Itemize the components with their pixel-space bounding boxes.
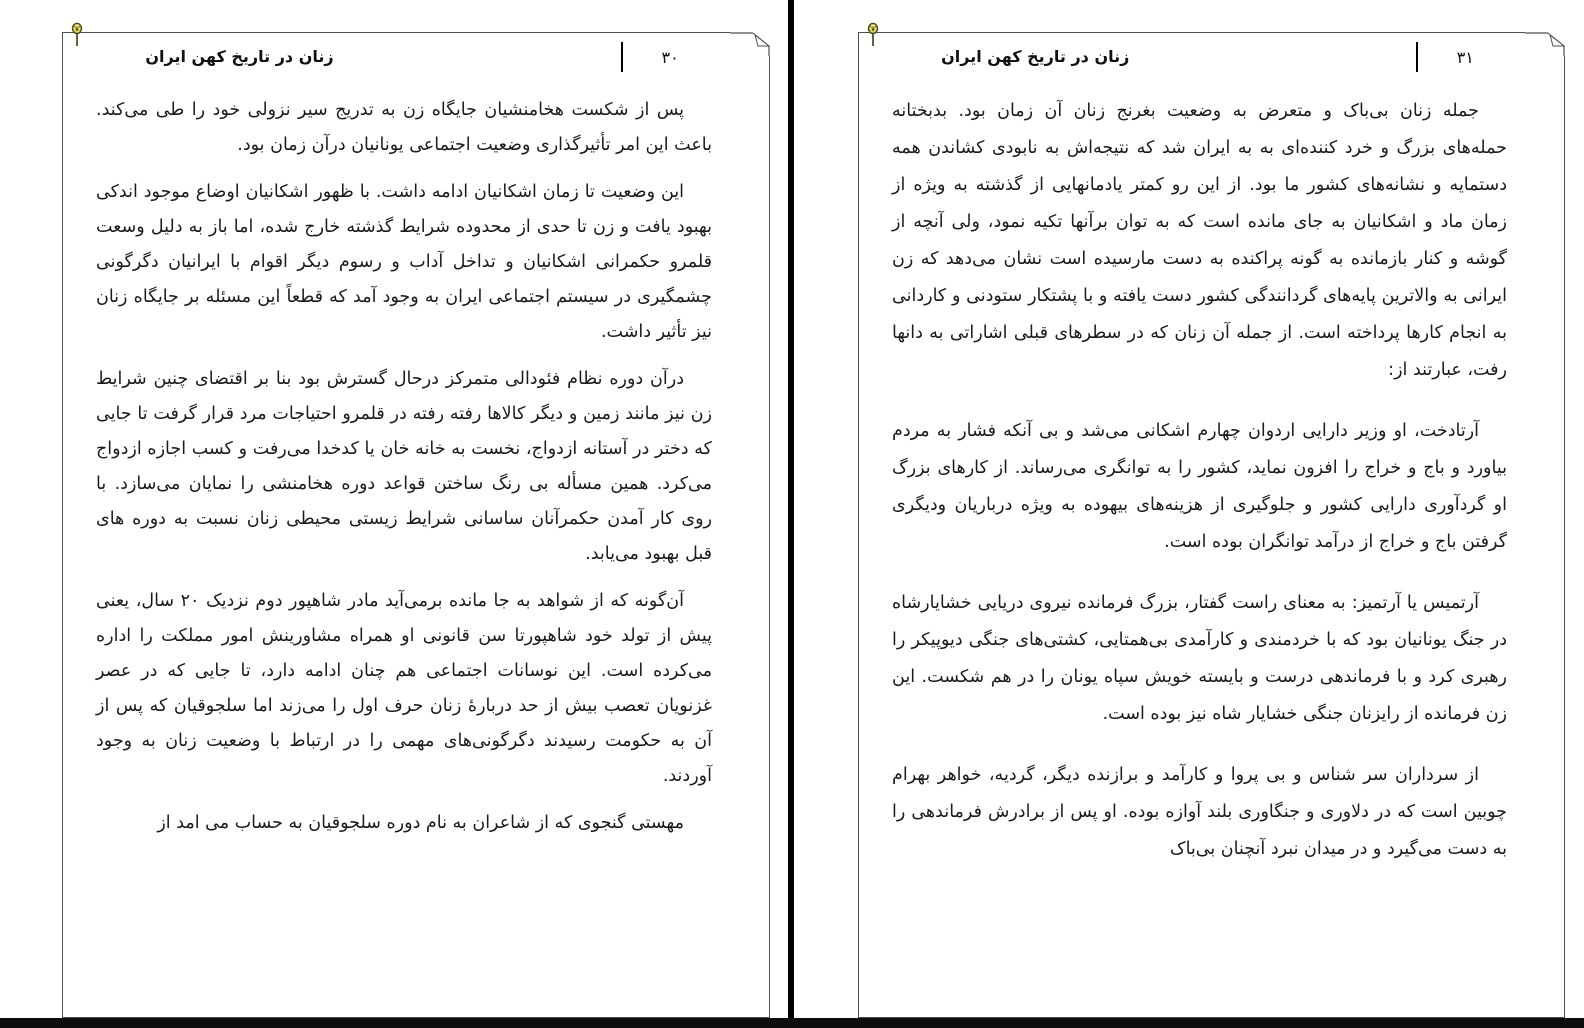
book-spine-divider (788, 0, 794, 1028)
book-page-31 (858, 32, 1565, 1018)
body-paragraph: آرتمیس یا آرتمیز: به معنای راست گفتار، بزرگ فرمانده نیروی دریایی خشایارشاه در جنگ یونانیان بود که با خردمندی و کارآمدی بی‌همتایی، کشتی‌های جنگی دیوپیکر را رهبری کرد و با فرماندهی درست و بایسته خویش سپاه یونان را در هم شکست. این زن فرمانده از رایزنان جنگی خشایار شاه نیز بوده است. (892, 593, 1507, 724)
page-number: ۳۰ (661, 48, 679, 67)
book-title: زنان در تاریخ کهن ایران (145, 47, 334, 66)
body-paragraph: این وضعیت تا زمان اشکانیان ادامه داشت. با ظهور اشکانیان اوضاع موجود اندکی بهبود یافت و زن تا حدی از محدوده شرایط گذشته خارج شده، اما باز به دلیل وسعت قلمرو حکمرانی اشکانیان و تداخل آداب و رسوم دیگر اقوام با ایرانیان دگرگونی چشمگیری در سیستم اجتماعی ایران به وجود آمد که قطعاً این مسئله بر جایگاه زنان نیز تأثیر داشت. (96, 182, 712, 342)
body-paragraph: درآن دوره نظام فئودالی متمرکز درحال گسترش بود بنا بر اقتضای چنین شرایط زن نیز مانند زمین و دیگر کالاها رفته رفته در قلمرو احتیاجات مرد قرار گرفت تا جایی که دختر در آستانه ازدواج، نخست به خانه خان یا کدخدا می‌رفت و کسب اجازه ازدواج می‌کرد. همین مسأله بی رنگ ساختن قواعد دوره هخامنشی را نمایان می‌سازد. با روی کار آمدن حکمرآنان ساسانی شرایط زیستی محیطی زنان نسبت به دوره های قبل بهبود می‌یابد. (96, 369, 712, 564)
body-paragraph: آرتادخت، او وزیر دارایی اردوان چهارم اشکانی می‌شد و بی آنکه فشار به مردم بیاورد و باج و خراج را افزون نماید، کشور را به توانگری می‌رساند. از کارهای بزرگ او گردآوری دارایی کشور و جلوگیری از هزینه‌های بیهوده به ویژه درباریان ودیگری گرفتن باج و خراج از درآمد توانگران بوده است. (892, 421, 1507, 552)
page-body (892, 93, 1507, 868)
page-body (96, 93, 712, 841)
book-title: زنان در تاریخ کهن ایران (941, 47, 1130, 66)
page-number: ۳۱ (1456, 48, 1474, 67)
body-paragraph: پس از شکست هخامنشیان جایگاه زن به تدریج سیر نزولی خود را طی می‌کند. باعث این امر تأثیرگذاری وضعیت اجتماعی یونانیان درآن زمان بود. (96, 100, 712, 155)
bottom-black-bar (0, 1018, 1584, 1028)
body-paragraph: جمله زنان بی‌باک و متعرض به وضعیت بغرنج زنان آن زمان بود. بدبختانه حمله‌های بزرگ و خرد کننده‌ای به به ایران شد که نتیجه‌اش به نابودی کشاندن همه دستمایه و نشانه‌های کشور ما بود. از این رو کمتر یادمانهایی از گذشته به ویژه از زمان ماد و اشکانیان به جای مانده است که به توان برآنها تکیه نمود، ولی آنچه از گوشه و کنار بازمانده به گونه پراکنده به دست مارسیده است نشان می‌دهد که زن ایرانی به والاترین پایه‌های گردانندگی کشور دست یافته و با پشتکار ستودنی و کاردانی به انجام کارها پرداخته است. از جمله آن زنان که در سطرهای قبلی اشاراتی به دانها رفت، عبارتند از: (892, 101, 1507, 380)
page-header (63, 33, 769, 81)
body-paragraph: مهستی گنجوی که از شاعران به نام دوره سلجوقیان به حساب می امد از (157, 813, 684, 833)
book-page-30 (62, 32, 770, 1018)
page-header (859, 33, 1564, 81)
body-paragraph: از سرداران سر شناس و بی پروا و کارآمد و برازنده دیگر، گردیه، خواهر بهرام چوبین است که در دلاوری و جنگاوری بلند آوازه بوده. او پس از برادرش فرماندهی را به دست می‌گیرد و در میدان نبرد آنچنان بی‌باک (892, 765, 1507, 859)
body-paragraph: آن‌گونه که از شواهد به جا مانده برمی‌آید مادر شاهپور دوم نزدیک ۲۰ سال، یعنی پیش از تولد خود شاهپورتا سن قانونی او همراه مشاورینش امور مملکت را اداره می‌کرده است. این نوسانات اجتماعی هم چنان ادامه دارد، تا جایی که در عصر غزنویان تعصب بیش از حد دربارۀ زنان حرف اول را می‌زند اما سلجوقیان که پس از آن به حکومت رسیدند دگرگونی‌های مهمی را در ارتباط با وضعیت زنان به وجود آوردند. (96, 591, 712, 786)
